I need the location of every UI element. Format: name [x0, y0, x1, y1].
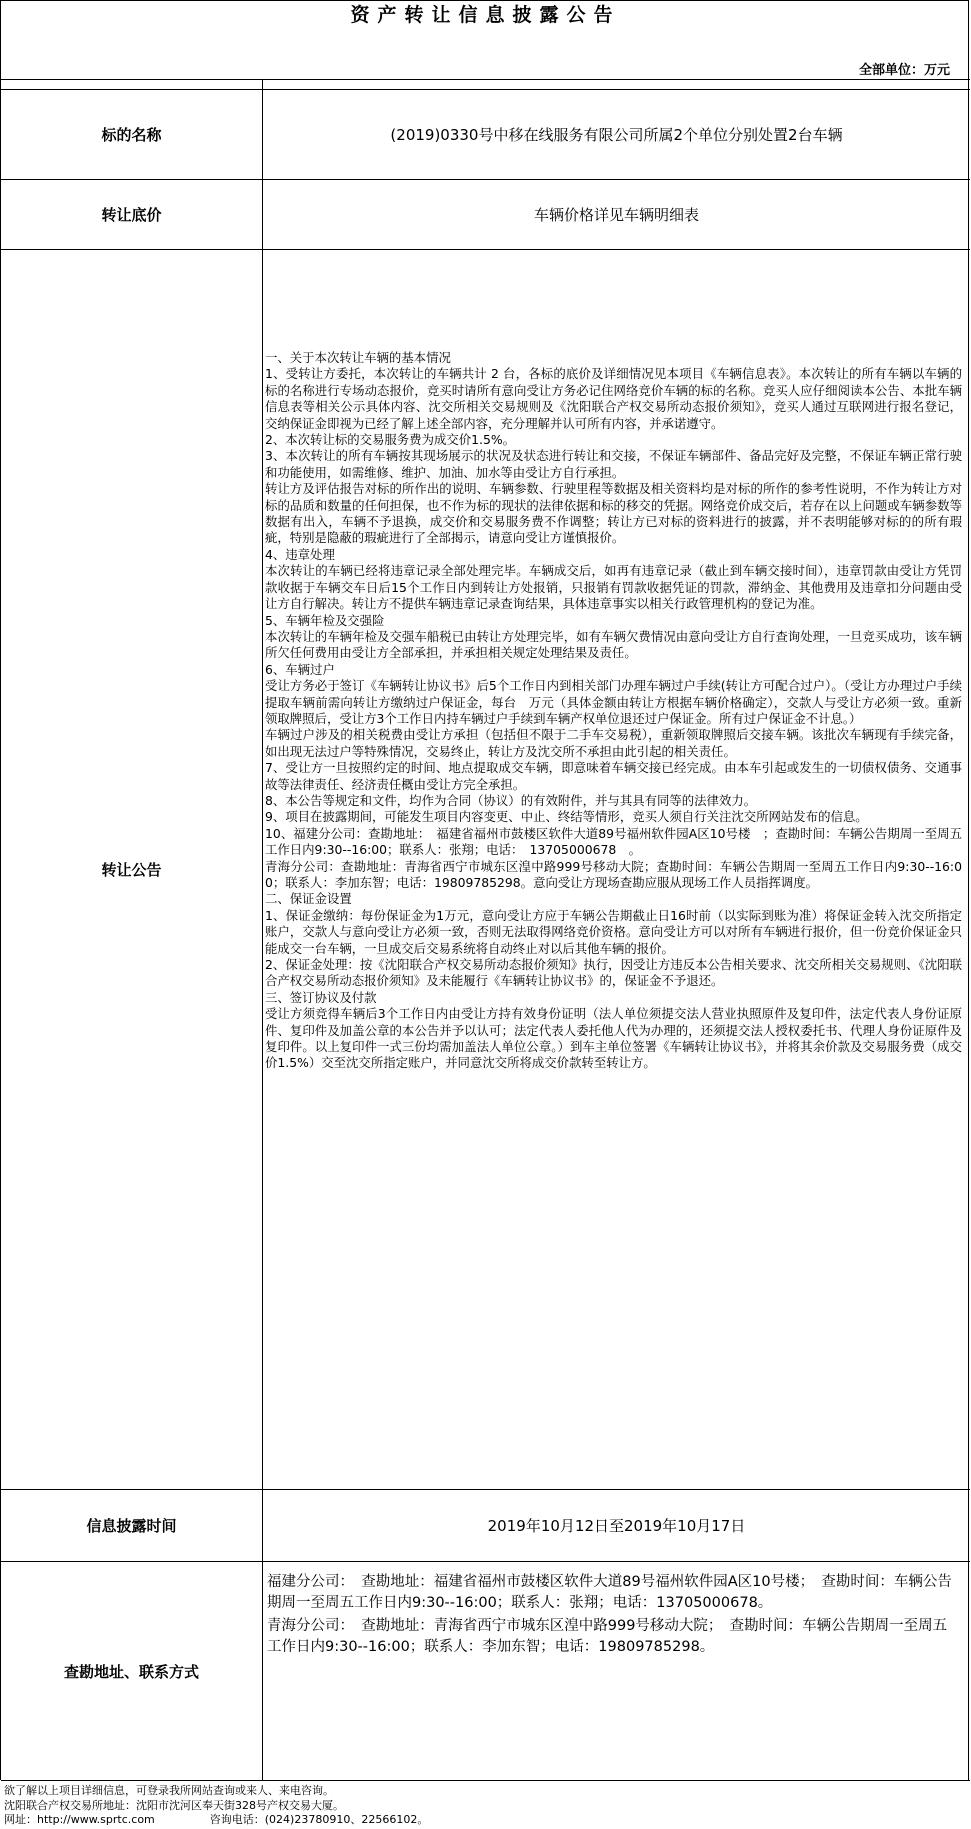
notice-line: 8、本公告等规定和文件，均作为合同（协议）的有效附件，并与其具有同等的法律效力。 — [265, 792, 757, 808]
value-period: 2019年10月12日至2019年10月17日 — [487, 1517, 746, 1535]
footer — [4, 1784, 428, 1828]
footer-info: 欲了解以上项目详细信息，可登录我所网站查询或来人、来电咨询。 — [4, 1784, 334, 1797]
contact-line: 青海分公司： 查勘地址：青海省西宁市城东区湟中路999号移动大院； 查勘时间：车辆公告期周一至周五工作日内9:30--16:00；联系人：李加东智；电话：19809785298。 — [267, 1618, 948, 1655]
row-price — [1, 179, 970, 249]
label-contact: 查勘地址、联系方式 — [1, 1562, 263, 1780]
notice-line: 1、受转让方委托，本次转让的车辆共计 2 台，各标的底价及详细情况见本项目《车辆信息表》。本次转让的所有车辆以车辆的标的名称进行专场动态报价，竞买时请所有意向受让方务必记住网络竞价车辆的标的名称。竞买人应仔细阅读本公告、本批车辆信息表等相关公示具体内容、沈交所相关交易规则及《沈阳联合产权交易所动态报价须知》，竞买人通过互联网进行报名登记，交纳保证金即视为已经了解上述全部内容，充分理解并认可所有内容，并承诺遵守。 — [265, 366, 962, 431]
spacer-label-cell — [1, 80, 263, 89]
footer-website-phone: 网址：http://www.sprtc.com 咨询电话：(024)23780910、22566102。 — [4, 1813, 429, 1826]
notice-line: 9、项目在披露期间，可能发生项目内容变更、中止、终结等情形，竞买人须自行关注沈交所网站发布的信息。 — [265, 809, 868, 825]
page-title: 资产转让信息披露公告 — [350, 4, 621, 26]
notice-line: 4、违章处理 — [265, 546, 335, 562]
notice-line: 5、车辆年检及交强险 — [265, 612, 385, 628]
row-subject — [1, 89, 970, 179]
label-subject: 标的名称 — [1, 90, 263, 179]
notice-line: 2、保证金处理：按《沈阳联合产权交易所动态报价须知》执行，因受让方违反本公告相关要求、沈交所相关交易规则、《沈阳联合产权交易所动态报价须知》及未能履行《车辆转让协议书》的，保证金不予退还。 — [265, 957, 962, 989]
contact-line: 福建分公司： 查勘地址：福建省福州市鼓楼区软件大道89号福州软件园A区10号楼； 查勘时间：车辆公告期周一至周五工作日内9:30--16:00；联系人：张翔；电话：13705000678。 — [267, 1574, 952, 1611]
value-price: 车辆价格详见车辆明细表 — [533, 206, 699, 224]
unit-label: 全部单位：万元 — [858, 63, 950, 78]
row-notice — [1, 249, 970, 1489]
notice-line: 7、受让方一旦按照约定的时间、地点提取成交车辆，即意味着车辆交接已经完成。由本车引起或发生的一切债权债务、交通事故等法律责任、经济责任概由受让方完全承担。 — [265, 760, 962, 792]
notice-line: 本次转让的车辆年检及交强车船税已由转让方处理完毕，如有车辆欠费情况由意向受让方自行查询处理，一旦竞买成功，该车辆所欠任何费用由受让方全部承担，并承担相关规定处理结果及责任。 — [265, 628, 962, 661]
footer-address: 沈阳联合产权交易所地址：沈阳市沈河区奉天街328号产权交易大厦。 — [4, 1798, 344, 1812]
value-subject: (2019)0330号中移在线服务有限公司所属2个单位分别处置2台车辆 — [390, 126, 843, 144]
notice-line: 10、福建分公司：查勘地址： 福建省福州市鼓楼区软件大道89号福州软件园A区10号楼 ；查勘时间：车辆公告期周一至周五工作日内9:30--16:00；联系人：张翔；电话： 13705000678 。 — [265, 825, 962, 858]
notice-line: 2、本次转让标的交易服务费为成交价1.5%。 — [265, 432, 516, 448]
row-contact — [1, 1561, 970, 1781]
notice-line: 受让方务必于签订《车辆转让协议书》后5个工作日内到相关部门办理车辆过户手续(转让方可配合过户）。（受让方办理过户手续提取车辆前需向转让方缴纳过户保证金，每台 万元（具体金额由转让方根据车辆价格确定），交款人与受让方必须一致。重新领取牌照后，受让方3个工作日内持车辆过户手续到车辆产权单位退还过户保证金。所有过户保证金不计息。） — [265, 678, 962, 726]
notice-text — [265, 350, 962, 1072]
notice-line: 1、保证金缴纳：每份保证金为1万元，意向受让方应于车辆公告期截止日16时前（以实际到账为准）将保证金转入沈交所指定账户，交款人与意向受让方必须一致，否则无法取得网络竞价资格。意向受让方可以对所有车辆进行报价，但一份竞价保证金只能成交一台车辆，一旦成交后交易系统将自动终止对以后其他车辆的报价。 — [265, 907, 962, 956]
notice-line: 青海分公司：查勘地址：青海省西宁市城东区湟中路999号移动大院；查勘时间：车辆公告期周一至周五工作日内9:30--16:00；联系人：李加东智；电话：19809785298。意向受让方现场查勘应服从现场工作人员指挥调度。 — [265, 858, 962, 890]
notice-line: 本次转让的车辆已经将违章记录全部处理完毕。车辆成交后，如再有违章记录（截止到车辆交接时间），违章罚款由受让方凭罚款收据于车辆交车日后15个工作日内到转让方处报销，只报销有罚款收据凭证的罚款，滞纳金、其他费用及违章扣分问题由受让方自行解决。转让方不提供车辆违章记录查询结果，具体违章事实以相关行政管理机构的登记为准。 — [265, 563, 962, 612]
label-period: 信息披露时间 — [1, 1490, 263, 1561]
notice-line: 二、保证金设置 — [265, 891, 352, 907]
notice-line: 三、签订协议及付款 — [265, 989, 377, 1005]
notice-line: 转让方及评估报告对标的所作出的说明、车辆参数、行驶里程等数据及相关资料均是对标的所作的参考性说明，不作为转让方对标的品质和数量的任何担保，也不作为标的现状的法律依据和标的移交的凭据。网络竞价成交后，若存在以上问题或车辆参数等数据有出入，车辆不予退换，成交价和交易服务费不作调整；转让方已对标的资料进行的披露，并不表明能够对标的的所有瑕疵，特别是隐蔽的瑕疵进行了全部揭示，请意向受让方谨慎报价。 — [265, 481, 962, 546]
contact-text — [267, 1572, 960, 1660]
notice-line: 6、车辆过户 — [265, 661, 335, 677]
notice-line: 车辆过户涉及的相关税费由受让方承担（包括但不限于二手车交易税），重新领取牌照后交接车辆。该批次车辆现有手续完备，如出现无法过户等特殊情况，交易终止，转让方及沈交所不承担由此引起的相关责任。 — [265, 727, 962, 759]
notice-line: 一、关于本次转让车辆的基本情况 — [265, 350, 451, 365]
spacer-row — [1, 79, 970, 89]
label-price: 转让底价 — [1, 180, 263, 249]
row-period — [1, 1489, 970, 1561]
notice-line: 3、本次转让的所有车辆按其现场展示的状况及状态进行转让和交接，不保证车辆部件、备品完好及完整，不保证车辆正常行驶和功能使用，如需维修、维护、加油、加水等由受让方自行承担。 — [265, 448, 962, 480]
notice-line: 受让方须竞得车辆后3个工作日内由受让方持有效身份证明（法人单位须提交法人营业执照原件及复印件，法定代表人身份证原件、复印件及加盖公章的本公告并予以认可；法定代表人委托他人代为办理的，还须提交法人授权委托书、代理人身份证原件及复印件。以上复印件一式三份均需加盖法人单位公章。）到车主单位签署《车辆转让协议书》，并将其余价款及交易服务费（成交价1.5%）交至沈交所指定账户，并同意沈交所将成交价款转至转让方。 — [265, 1006, 962, 1071]
label-notice: 转让公告 — [1, 250, 263, 1489]
